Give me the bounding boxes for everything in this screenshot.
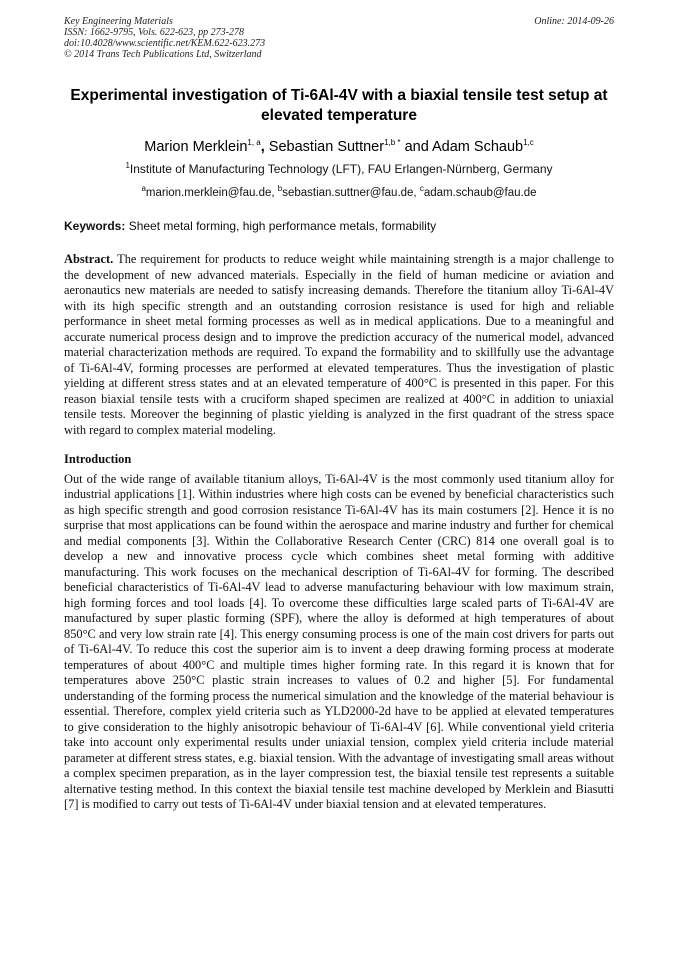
- author-emails: [64, 186, 614, 201]
- author-separator: ,: [260, 139, 269, 155]
- keywords-text: Sheet metal forming, high performance metals, formability: [125, 219, 437, 233]
- doi-line: doi:10.4028/www.scientific.net/KEM.622-623.273: [64, 38, 266, 49]
- email-link[interactable]: adam.schaub@fau.de: [423, 187, 537, 199]
- email-mark: b: [277, 184, 283, 194]
- email-link[interactable]: sebastian.suttner@fau.de,: [282, 187, 420, 199]
- email-mark: c: [419, 184, 424, 194]
- author-name: Marion Merklein: [144, 139, 248, 155]
- introduction-paragraph: Out of the wide range of available titanium alloys, Ti-6Al-4V is the most commonly used titanium alloy for industrial applications [1]. Within industries where high costs can be evened by beneficial characteristics such as high specific strength and good corrosion resistance Ti-6Al-4V has its main costumers [2]. Hence it is no surprise that most applications can be found within the aerospace and marine industry and further for chemical and medial components [3]. Within the Collaborative Research Center (CRC) 814 one overall goal is to develop a new and innovative process cycle which combines sheet metal forming with additive manufacturing. This work focuses on the mechanical description of Ti-6Al-4V for forming. The described beneficial characteristics of Ti-6Al-4V lead to adverse manufacturing behaviour with low maximum strain, high forming forces and tool loads [4]. To overcome these difficulties large scaled parts of Ti-6Al-4V are manufactured by super plastic forming (SPF), where the alloy is deformed at high temperatures of about 850°C and very low strain rate [4]. This energy consuming process is one of the main cost drivers for parts out of Ti-6Al-4V. To reduce this cost the superior aim is to invent a deep drawing forming process at moderate temperatures of about 400°C and multiple times higher forming rate. In this regard it is known that for temperatures above 250°C plastic strain increases to values of 0.2 and higher [5]. For fundamental understanding of the forming process the numerical simulation and the knowledge of the material behaviour is essential. Therefore, complex yield criteria such as YLD2000-2d have to be applied at elevated temperatures to give consideration to the highly anisotropic behaviour of Ti-6Al-4V [6]. While conventional yield criteria take into account only experimental results under uniaxial tension, complex yield criteria include material parameter at different stress states, e.g. biaxial tension. With the advantage of investigating small areas without a complex specimen preparation, as in the layer compression test, the biaxial tensile test represents a suitable alternative testing method. In this context the biaxial tensile test machine developed by Merklein and Biasutti [7] is modified to carry out tests of Ti-6Al-4V under biaxial tension and at elevated temperatures.: [64, 471, 614, 811]
- abstract: [64, 252, 614, 438]
- keywords: [64, 219, 614, 234]
- author-name: Sebastian Suttner: [268, 139, 385, 155]
- paper-title: Experimental investigation of Ti-6Al-4V with a biaxial tensile test setup at elevated temperature: [70, 87, 608, 124]
- abstract-text: The requirement for products to reduce weight while maintaining strength is a major challenge to the development of new advanced materials. Especially in the field of human medicine or aviation and aeronautics new materials are needed to satisfy increasing demands. Therefore the titanium alloy Ti-6Al-4V with its high specific strength and an outstanding corrosion resistance is used for high and reliable performance in sheet metal forming processes as well as in medical applications. Due to a meaningful and accurate numerical process design and to improve the prediction accuracy of the numerical model, advanced material characterization methods are required. To expand the formability and to skillfully use the advantage of Ti-6Al-4V, forming processes are performed at elevated temperatures. Thus the investigation of plastic yielding at different stress states and at an elevated temperature of 400°C is presented in this paper. For this reason biaxial tensile tests with a cruciform shaped specimen are realized at 400°C in addition to uniaxial tensile tests. Moreover the beginning of plastic yielding is analyzed in the first quadrant of the stress space with regard to complex material modeling.: [64, 252, 614, 437]
- email-mark: a: [141, 184, 146, 194]
- affiliation-text: Institute of Manufacturing Technology (LFT), FAU Erlangen-Nürnberg, Germany: [129, 162, 553, 176]
- author-affiliation-mark: 1, a: [247, 138, 261, 148]
- abstract-label: Abstract.: [64, 252, 114, 266]
- issn-line: ISSN: 1662-9795, Vols. 622-623, pp 273-278: [64, 27, 244, 38]
- keywords-label: Keywords:: [64, 219, 126, 233]
- author-affiliation-mark: 1,c: [523, 138, 534, 148]
- email-link[interactable]: marion.merklein@fau.de,: [145, 187, 278, 199]
- author-separator: and: [400, 139, 432, 155]
- online-date: Online: 2014-09-26: [534, 16, 614, 27]
- journal-name: Key Engineering Materials: [64, 16, 173, 27]
- journal-header: [64, 16, 614, 60]
- section-heading-introduction: Introduction: [64, 452, 132, 466]
- author-name: Adam Schaub: [432, 139, 524, 155]
- affiliation-mark: 1: [125, 161, 130, 170]
- copyright-line: © 2014 Trans Tech Publications Ltd, Switzerland: [64, 49, 262, 60]
- affiliation: [64, 162, 614, 177]
- author-affiliation-mark: 1,b *: [384, 138, 401, 148]
- author-list: [64, 138, 614, 156]
